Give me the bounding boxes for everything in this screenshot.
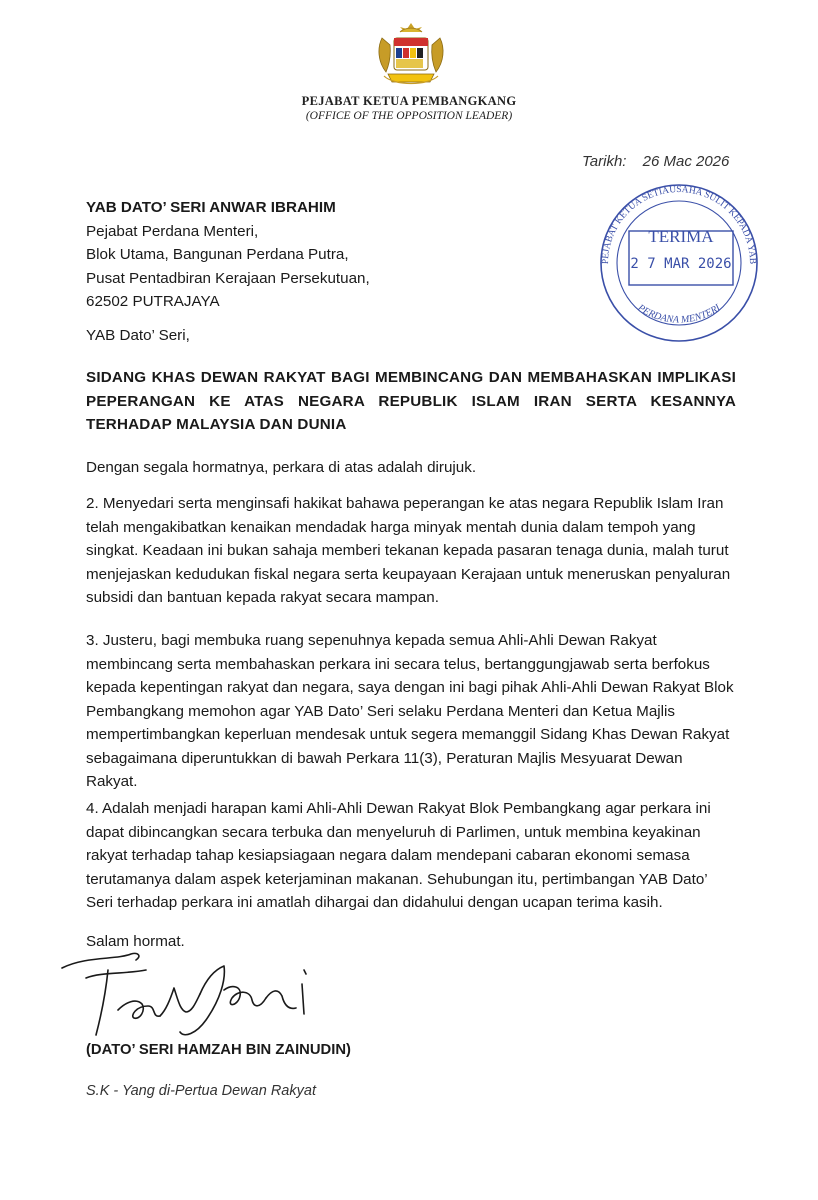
closing: Salam hormat. (86, 933, 185, 950)
addressee-line: Pejabat Perdana Menteri, (86, 222, 259, 240)
subject-heading: SIDANG KHAS DEWAN RAKYAT BAGI MEMBINCANG DAN MEMBAHASKAN IMPLIKASI PEPERANGAN KE ATAS NEGARA REPUBLIK ISLAM IRAN SERTA KESANNYA TERHADAP MALAYSIA DAN DUNIA (86, 369, 736, 433)
paragraph-4: 4. Adalah menjadi harapan kami Ahli-Ahli Dewan Rakyat Blok Pembangkang agar perkara ini dapat dibincangkan secara terbuka dan menyeluruh di Parlimen, untuk membina keyakinan rakyat terhadap tahap kesiapsiagaan negara dalam mendepani cabaran ekonomi semasa terutamanya dalam aspek keterjaminan makanan. Sehubungan itu, pertimbangan YAB Dato’ Seri terhadap perkara ini amatlah dihargai dan didahului dengan ucapan terima kasih. (86, 800, 711, 911)
letterhead-office-name: PEJABAT KETUA PEMBANGKANG (301, 94, 517, 108)
stamp-word: TERIMA (648, 227, 714, 246)
copy-to: S.K - Yang di-Pertua Dewan Rakyat (86, 1083, 316, 1099)
svg-text:PERDANA MENTERI (635, 302, 723, 326)
received-stamp (593, 183, 765, 343)
addressee-block (86, 196, 370, 314)
signer-name: (DATO’ SERI HAMZAH BIN ZAINUDIN) (86, 1042, 351, 1058)
stamp-date: 2 7 MAR 2026 (630, 256, 732, 272)
date-line (582, 153, 729, 170)
addressee-name: YAB DATO’ SERI ANWAR IBRAHIM (86, 199, 336, 216)
addressee-line: 62502 PUTRAJAYA (86, 293, 220, 310)
paragraph-intro: Dengan segala hormatnya, perkara di atas adalah dirujuk. (86, 459, 477, 476)
stamp-bottom-text: PERDANA MENTERI (635, 302, 723, 326)
handwritten-signature (56, 950, 346, 1045)
date-label: Tarikh: (582, 153, 627, 170)
addressee-line: Blok Utama, Bangunan Perdana Putra, (86, 246, 349, 263)
date-value: 26 Mac 2026 (642, 153, 730, 170)
paragraph-2: 2. Menyedari serta menginsafi hakikat bahawa peperangan ke atas negara Republik Islam Iran telah mengakibatkan kenaikan mendadak harga minyak mentah dunia dalam tempoh yang singkat. Keadaan ini bukan sahaja memberi tekanan kepada pasaran tenaga dunia, malah turut menjejaskan kedudukan fiskal negara serta keupayaan Kerajaan untuk meneruskan penyaluran subsidi dan bantuan kepada rakyat secara mampan. (86, 495, 731, 606)
letterhead-office-name-english: (OFFICE OF THE OPPOSITION LEADER) (305, 110, 513, 122)
coat-of-arms-logo (370, 20, 452, 92)
addressee-line: Pusat Pentadbiran Kerajaan Persekutuan, (86, 269, 370, 287)
stamp-ring-text: PEJABAT KETUA SETIAUSAHA SULIT KEPADA YAB (600, 185, 758, 265)
salutation: YAB Dato’ Seri, (86, 327, 190, 344)
paragraph-3: 3. Justeru, bagi membuka ruang sepenuhnya kepada semua Ahli-Ahli Dewan Rakyat membincang serta membahaskan perkara ini secara telus, bertanggungjawab serta berfokus kepada kepentingan rakyat dan negara, saya dengan ini bagi pihak Ahli-Ahli Dewan Rakyat Blok Pembangkang memohon agar YAB Dato’ Seri selaku Perdana Menteri dan Ketua Majlis mempertimbangkan keperluan mendesak untuk segera memanggil Sidang Khas Dewan Rakyat sebagaimana diperuntukkan di bawah Perkara 11(3), Peraturan Majlis Mesyuarat Dewan Rakyat. (86, 632, 734, 790)
